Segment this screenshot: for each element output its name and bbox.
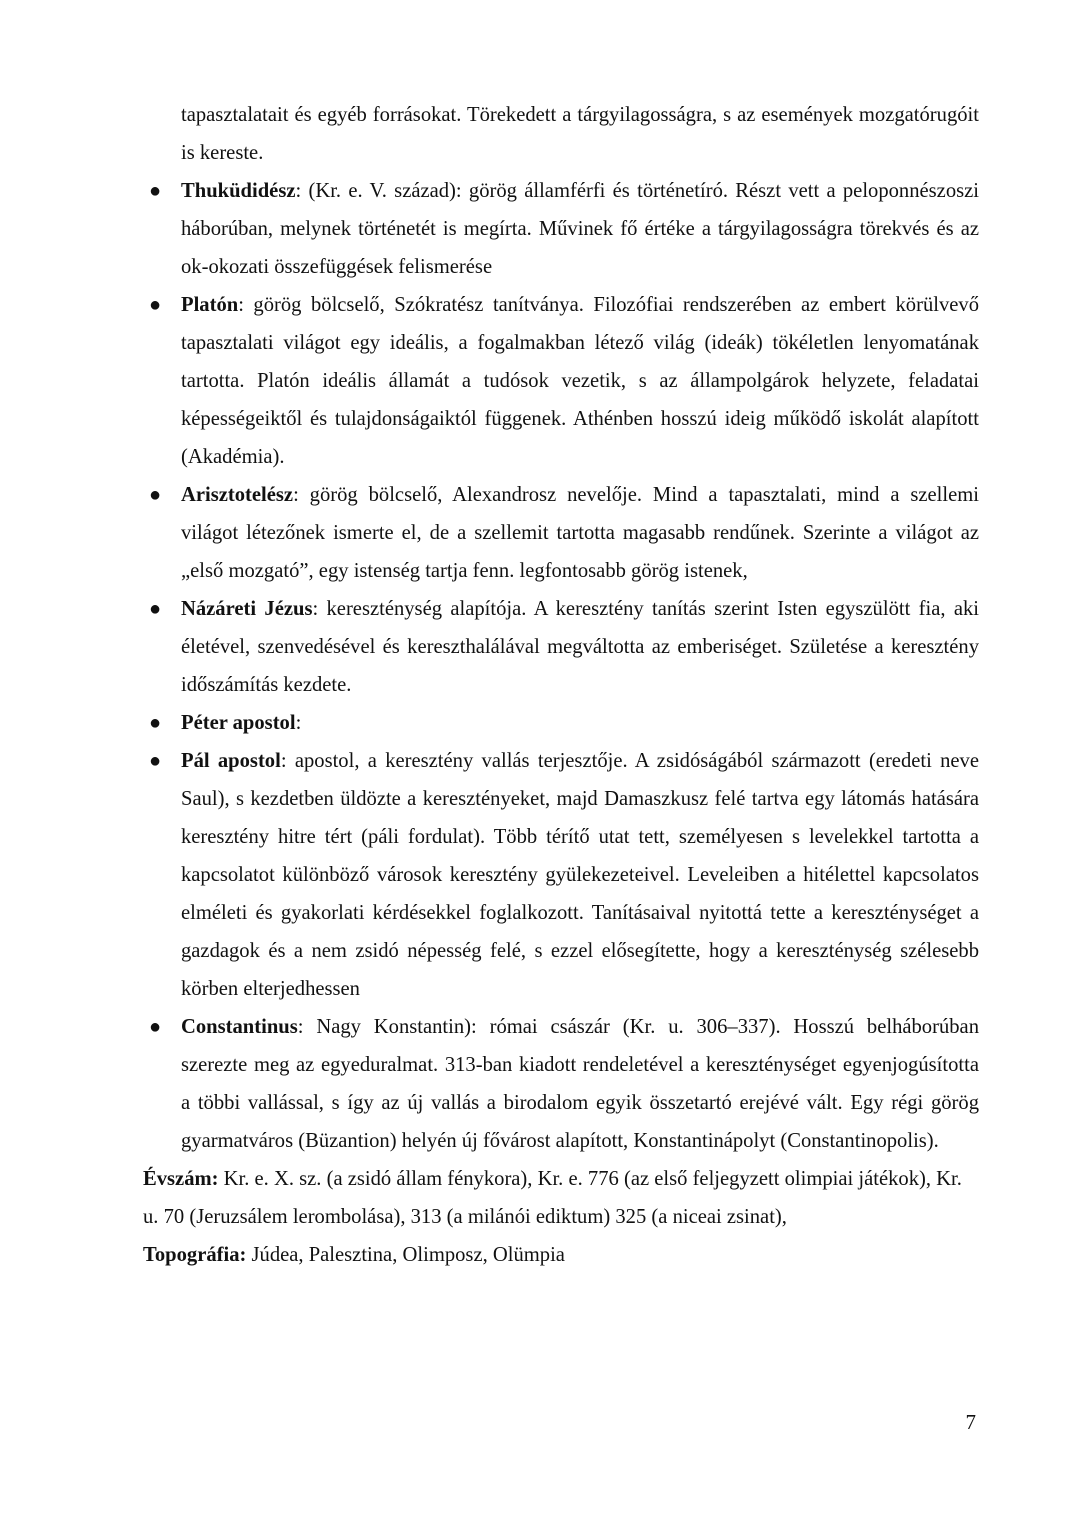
entry-text: :: [295, 712, 302, 734]
list-item: [143, 286, 979, 476]
page-number: 7: [965, 1410, 976, 1434]
evszam-line: [143, 1160, 979, 1236]
bullet-icon: ●: [149, 598, 162, 620]
entry-text: : görög bölcselő, Alexandrosz nevelője. Mind a tapasztalati, mind a szellemi világot létezőnek ismerte el, de a szellemit tartotta magasabb rendűnek. Szerinte a világot az „első mozgató”, egy istenség tartja fenn. legfontosabb görög istenek,: [181, 484, 979, 582]
topografia-line: [143, 1236, 979, 1274]
entry-text: : Nagy Konstantin): római császár (Kr. u. 306–337). Hosszú belháborúban szerezte meg az egyeduralmat. 313-ban kiadott rendeletével a kereszténységet egyenjogúsította a többi vallással, s így az új vallás a birodalom egyik összetartó erejévé vált. Egy régi görög gyarmatváros (Büzantion) helyén új fővárost alapított, Konstantinápolyt (Constantinopolis).: [181, 1016, 979, 1152]
bullet-icon: ●: [149, 750, 162, 772]
bullet-icon: ●: [149, 294, 162, 316]
entry-term: Názáreti Jézus: [181, 598, 313, 620]
entry-term: Thuküdidész: [181, 180, 296, 202]
entry-text: : (Kr. e. V. század): görög államférfi és történetíró. Részt vett a peloponnészoszi háborúban, melynek történetét is megírta. Művinek fő értéke a tárgyilagosságra törekvés és az ok-okozati összefüggések felismerése: [181, 180, 979, 278]
topografia-text: Júdea, Palesztina, Olimposz, Olümpia: [246, 1244, 565, 1266]
list-item: [143, 590, 979, 704]
entry-term: Pál apostol: [181, 750, 281, 772]
person-list: [143, 172, 979, 1160]
entry-term: Péter apostol: [181, 712, 296, 734]
entry-text: : kereszténység alapítója. A keresztény tanítás szerint Isten egyszülött fia, aki életével, szenvedésével és kereszthalálával megváltotta az emberiséget. Születése a keresztény időszámítás kezdete.: [181, 598, 979, 696]
page-content: [143, 96, 979, 1274]
bullet-icon: ●: [149, 712, 162, 734]
entry-text: : görög bölcselő, Szókratész tanítványa. Filozófiai rendszerében az embert körülvevő tapasztalati világot egy ideális, a fogalmakban létező világ (ideák) tökéletlen lenyomatának tartotta. Platón ideális államát a tudósok vezetik, s az állampolgárok helyzete, feladatai képességeiktől és tulajdonságaiktól függenek. Athénben hosszú ideig működő iskolát alapított (Akadémia).: [181, 294, 979, 468]
bullet-icon: ●: [149, 484, 162, 506]
topografia-label: Topográfia:: [143, 1244, 247, 1266]
summary-section: [143, 1160, 979, 1274]
list-item: [143, 476, 979, 590]
entry-text: : apostol, a keresztény vallás terjesztője. A zsidóságából származott (eredeti neve Saul), s kezdetben üldözte a keresztényeket, majd Damaszkusz felé tartva egy látomás hatására keresztény hitre tért (páli fordulat). Több térítő utat tett, személyesen s levelekkel tartotta a kapcsolatot különböző városok keresztény gyülekezeteivel. Leveleiben a hitélettel kapcsolatos elméleti és gyakorlati kérdésekkel foglalkozott. Tanításaival nyitottá tette a kereszténységet a gazdagok és a nem zsidó népesség felé, s ezzel elősegítette, hogy a kereszténység szélesebb körben elterjedhessen: [181, 750, 979, 1000]
bullet-icon: ●: [149, 180, 162, 202]
list-item: [143, 172, 979, 286]
list-item: [143, 742, 979, 1008]
list-item: [143, 1008, 979, 1160]
evszam-label: Évszám:: [143, 1168, 219, 1190]
evszam-text: Kr. e. X. sz. (a zsidó állam fénykora), Kr. e. 776 (az első feljegyzett olimpiai játékok), Kr. u. 70 (Jeruzsálem lerombolása), 313 (a milánói ediktum) 325 (a niceai zsinat),: [143, 1168, 962, 1228]
continuation-paragraph: tapasztalatait és egyéb forrásokat. Törekedett a tárgyilagosságra, s az események mozgatórugóit is kereste.: [181, 104, 979, 164]
entry-term: Platón: [181, 294, 239, 316]
entry-term: Arisztotelész: [181, 484, 294, 506]
bullet-icon: ●: [149, 1016, 162, 1038]
list-item: [143, 704, 979, 742]
entry-term: Constantinus: [181, 1016, 298, 1038]
